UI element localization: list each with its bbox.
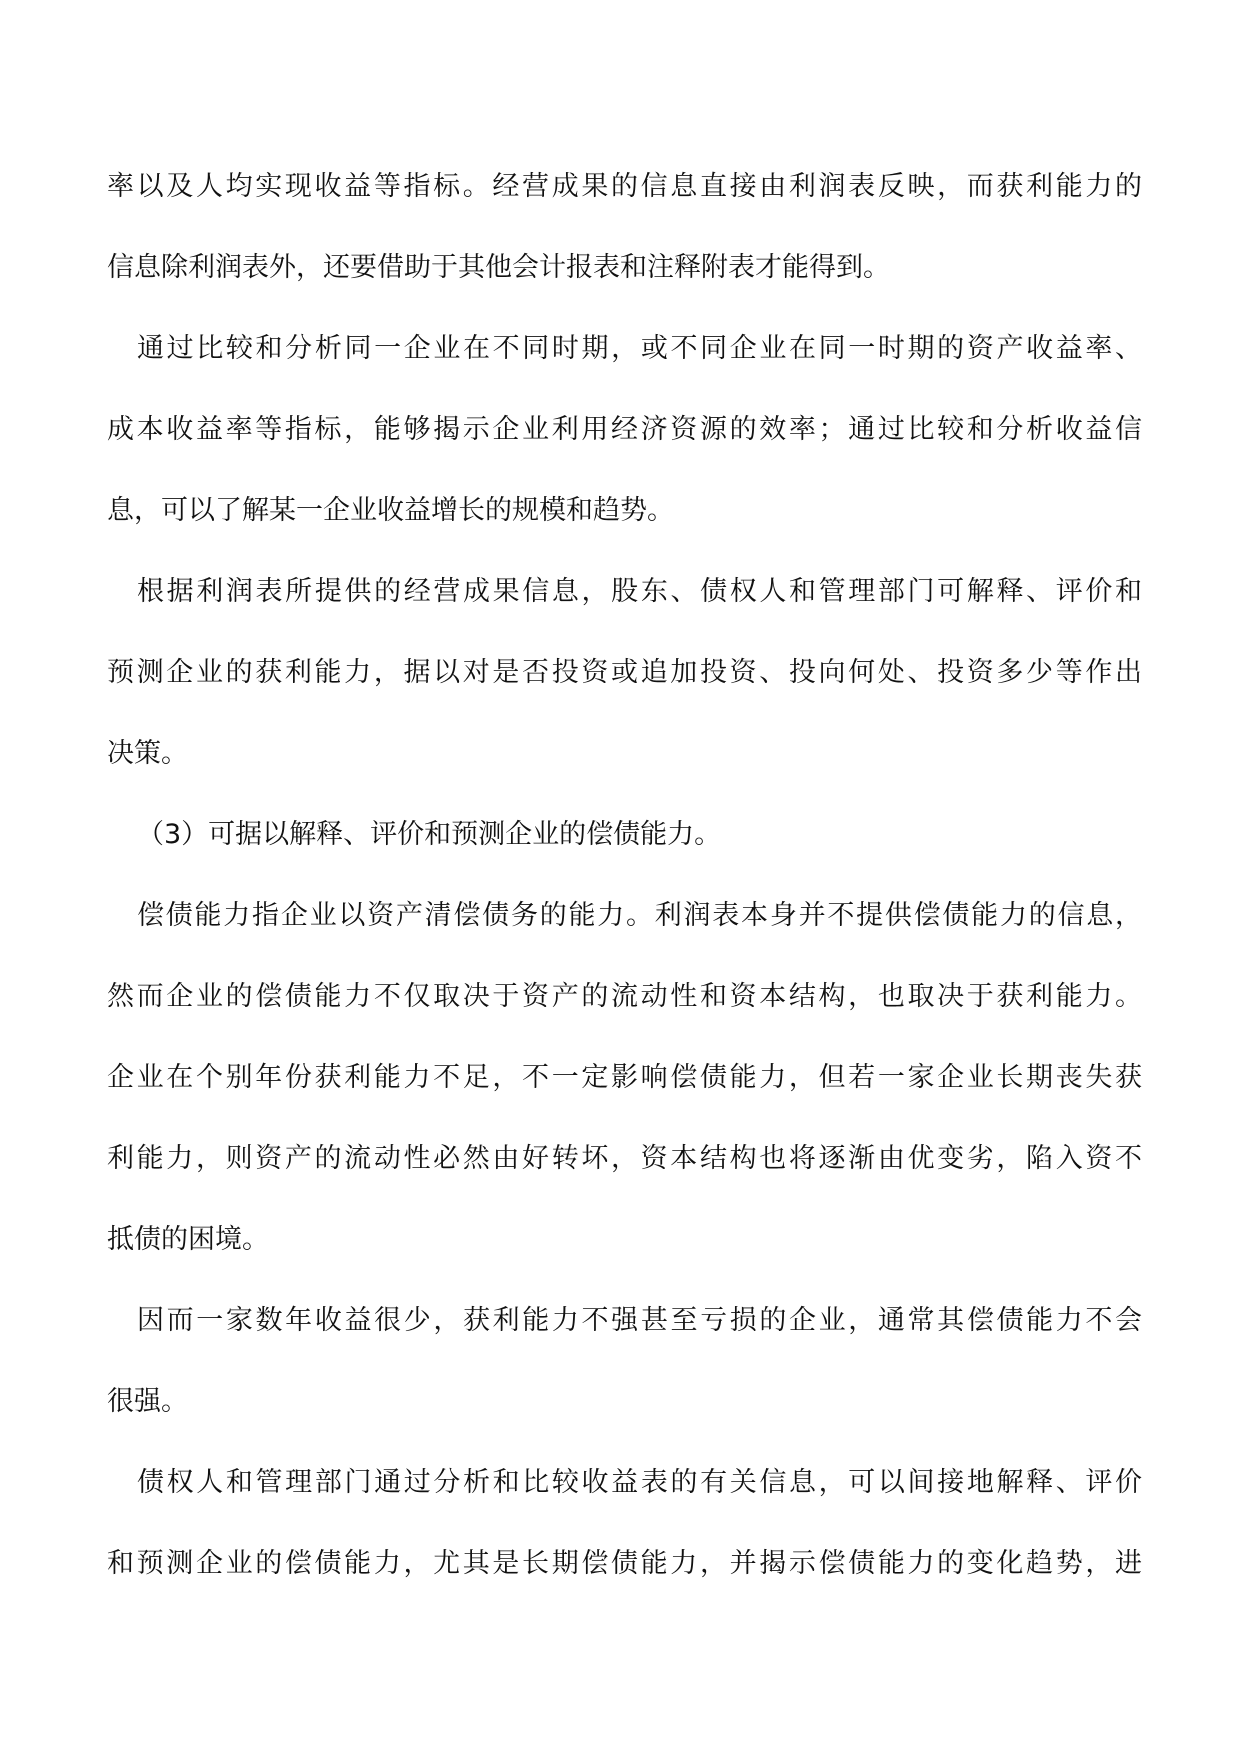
text-line: 信息除利润表外，还要借助于其他会计报表和注释附表才能得到。: [107, 252, 890, 283]
text-line: 偿债能力指企业以资产清偿债务的能力。利润表本身并不提供偿债能力的信息，: [137, 900, 1142, 931]
text-line: 企业在个别年份获利能力不足，不一定影响偿债能力，但若一家企业长期丧失获: [107, 1062, 1142, 1093]
text-line: 决策。: [107, 738, 188, 769]
text-line: 通过比较和分析同一企业在不同时期，或不同企业在同一时期的资产收益率、: [137, 333, 1142, 364]
text-line: 预测企业的获利能力，据以对是否投资或追加投资、投向何处、投资多少等作出: [107, 657, 1142, 688]
text-line: 因而一家数年收益很少，获利能力不强甚至亏损的企业，通常其偿债能力不会: [137, 1305, 1142, 1336]
paragraph: [107, 886, 1142, 1291]
paragraph: [107, 1453, 1142, 1615]
text-line: 债权人和管理部门通过分析和比较收益表的有关信息，可以间接地解释、评价: [137, 1467, 1142, 1498]
text-line: 然而企业的偿债能力不仅取决于资产的流动性和资本结构，也取决于获利能力。: [107, 981, 1142, 1012]
paragraph: [107, 805, 1142, 886]
text-line: 和预测企业的偿债能力，尤其是长期偿债能力，并揭示偿债能力的变化趋势，进: [107, 1548, 1142, 1579]
text-line: 息，可以了解某一企业收益增长的规模和趋势。: [107, 495, 674, 526]
text-line: 根据利润表所提供的经营成果信息，股东、债权人和管理部门可解释、评价和: [137, 576, 1142, 607]
document-body: [107, 157, 1142, 1615]
paragraph: [107, 562, 1142, 805]
paragraph: [107, 157, 1142, 319]
text-line: 成本收益率等指标，能够揭示企业利用经济资源的效率；通过比较和分析收益信: [107, 414, 1142, 445]
paragraph: [107, 319, 1142, 562]
text-line: 利能力，则资产的流动性必然由好转坏，资本结构也将逐渐由优变劣，陷入资不: [107, 1143, 1142, 1174]
paragraph: [107, 1291, 1142, 1453]
text-line: 抵债的困境。: [107, 1224, 269, 1255]
text-line: （3）可据以解释、评价和预测企业的偿债能力。: [137, 819, 722, 850]
text-line: 很强。: [107, 1386, 188, 1417]
text-line: 率以及人均实现收益等指标。经营成果的信息直接由利润表反映，而获利能力的: [107, 171, 1142, 202]
